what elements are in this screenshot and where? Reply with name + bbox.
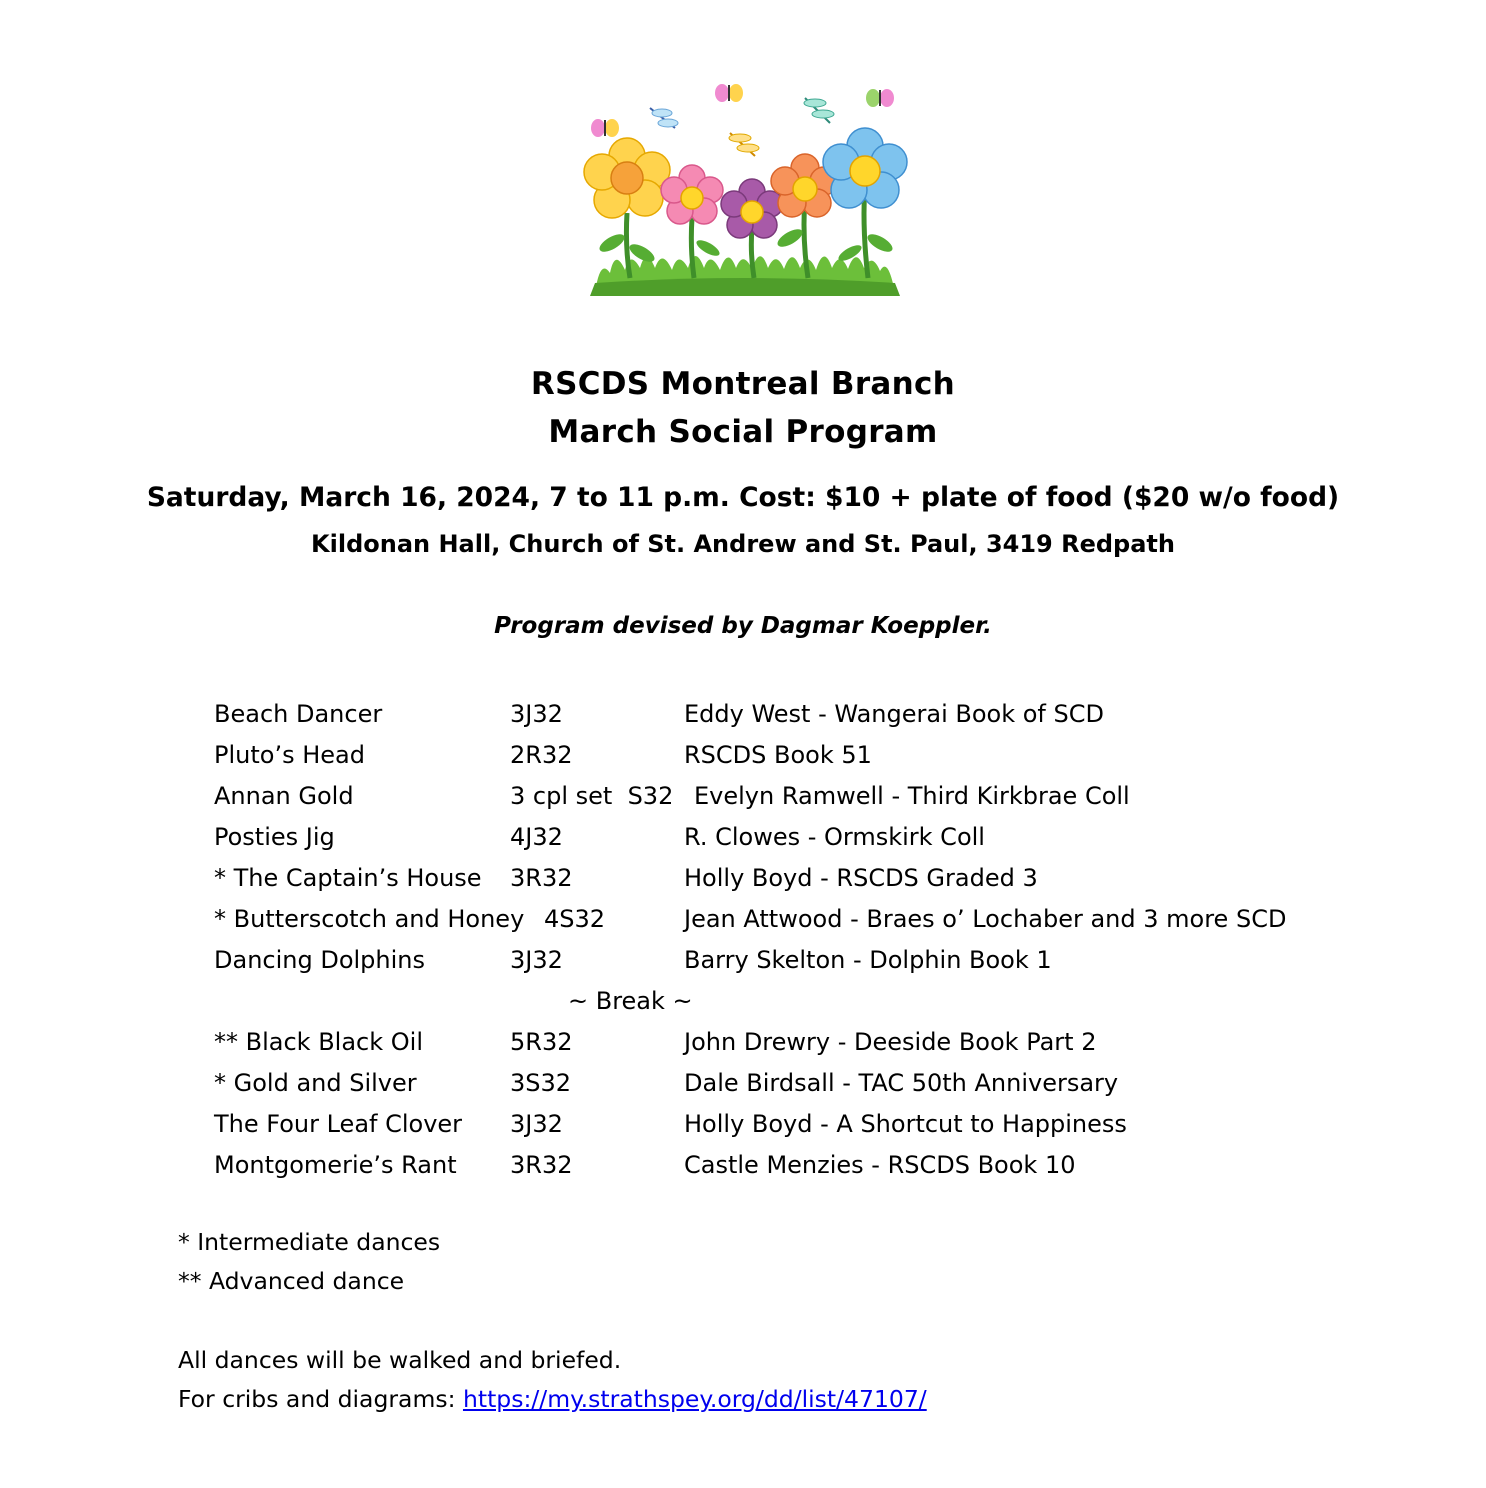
dance-name: * The Captain’s House xyxy=(214,864,482,892)
dance-source: Evelyn Ramwell - Third Kirkbrae Coll xyxy=(694,782,1130,810)
event-date-cost: Saturday, March 16, 2024, 7 to 11 p.m. Cost: $10 + plate of food ($20 w/o food) xyxy=(146,482,1340,513)
dance-name: Montgomerie’s Rant xyxy=(214,1151,457,1179)
dance-source: Castle Menzies - RSCDS Book 10 xyxy=(684,1151,1076,1179)
dance-formation: 4S32 xyxy=(544,905,606,933)
dance-formation: 3 cpl set S32 xyxy=(510,782,674,810)
legend-advanced: ** Advanced dance xyxy=(178,1267,405,1295)
program-devised-by: Program devised by Dagmar Koeppler. xyxy=(494,613,992,639)
dance-formation: 3S32 xyxy=(510,1069,572,1097)
dance-name: Annan Gold xyxy=(214,782,354,810)
dance-source: Jean Attwood - Braes o’ Lochaber and 3 more SCD xyxy=(684,905,1287,933)
butterfly-icon xyxy=(591,119,619,137)
dragonfly-icon xyxy=(729,133,759,156)
event-venue: Kildonan Hall, Church of St. Andrew and St. Paul, 3419 Redpath xyxy=(311,530,1175,558)
dragonfly-icon xyxy=(804,98,834,123)
dance-source: R. Clowes - Ormskirk Coll xyxy=(684,823,985,851)
dance-name: * Gold and Silver xyxy=(214,1069,417,1097)
dance-formation: 2R32 xyxy=(510,741,573,769)
grass-icon xyxy=(590,256,900,296)
dance-source: Barry Skelton - Dolphin Book 1 xyxy=(684,946,1052,974)
yellow-flower-icon xyxy=(584,138,670,218)
dance-formation: 3J32 xyxy=(510,1110,563,1138)
dance-source: Holly Boyd - A Shortcut to Happiness xyxy=(684,1110,1127,1138)
dance-name: Dancing Dolphins xyxy=(214,946,425,974)
dance-formation: 3J32 xyxy=(510,700,563,728)
dance-formation: 3J32 xyxy=(510,946,563,974)
dance-source: RSCDS Book 51 xyxy=(684,741,872,769)
dance-formation: 5R32 xyxy=(510,1028,573,1056)
page-subtitle: March Social Program xyxy=(548,414,938,450)
cribs-line xyxy=(178,1385,927,1413)
dance-name: Pluto’s Head xyxy=(214,741,365,769)
butterfly-icon xyxy=(866,89,894,107)
flowers-and-butterflies-illustration xyxy=(580,78,910,300)
butterfly-icon xyxy=(715,84,743,102)
dance-source: Holly Boyd - RSCDS Graded 3 xyxy=(684,864,1038,892)
dance-formation: 4J32 xyxy=(510,823,563,851)
legend-intermediate: * Intermediate dances xyxy=(178,1228,441,1256)
dance-name: Beach Dancer xyxy=(214,700,383,728)
cribs-link[interactable]: https://my.strathspey.org/dd/list/47107/ xyxy=(462,1385,927,1413)
dance-name: ** Black Black Oil xyxy=(214,1028,423,1056)
walked-briefed-note: All dances will be walked and briefed. xyxy=(178,1346,622,1374)
dance-name: Posties Jig xyxy=(214,823,335,851)
break-label: ~ Break ~ xyxy=(568,987,693,1015)
dance-source: Dale Birdsall - TAC 50th Anniversary xyxy=(684,1069,1119,1097)
dance-formation: 3R32 xyxy=(510,1151,573,1179)
blue-flower-icon xyxy=(823,128,907,208)
page-title: RSCDS Montreal Branch xyxy=(530,366,956,402)
cribs-label: For cribs and diagrams: xyxy=(178,1385,463,1413)
dance-formation: 3R32 xyxy=(510,864,573,892)
dragonfly-icon xyxy=(650,108,678,128)
dance-source: John Drewry - Deeside Book Part 2 xyxy=(684,1028,1097,1056)
dance-name: The Four Leaf Clover xyxy=(214,1110,463,1138)
dance-name: * Butterscotch and Honey xyxy=(214,905,525,933)
dance-source: Eddy West - Wangerai Book of SCD xyxy=(684,700,1104,728)
